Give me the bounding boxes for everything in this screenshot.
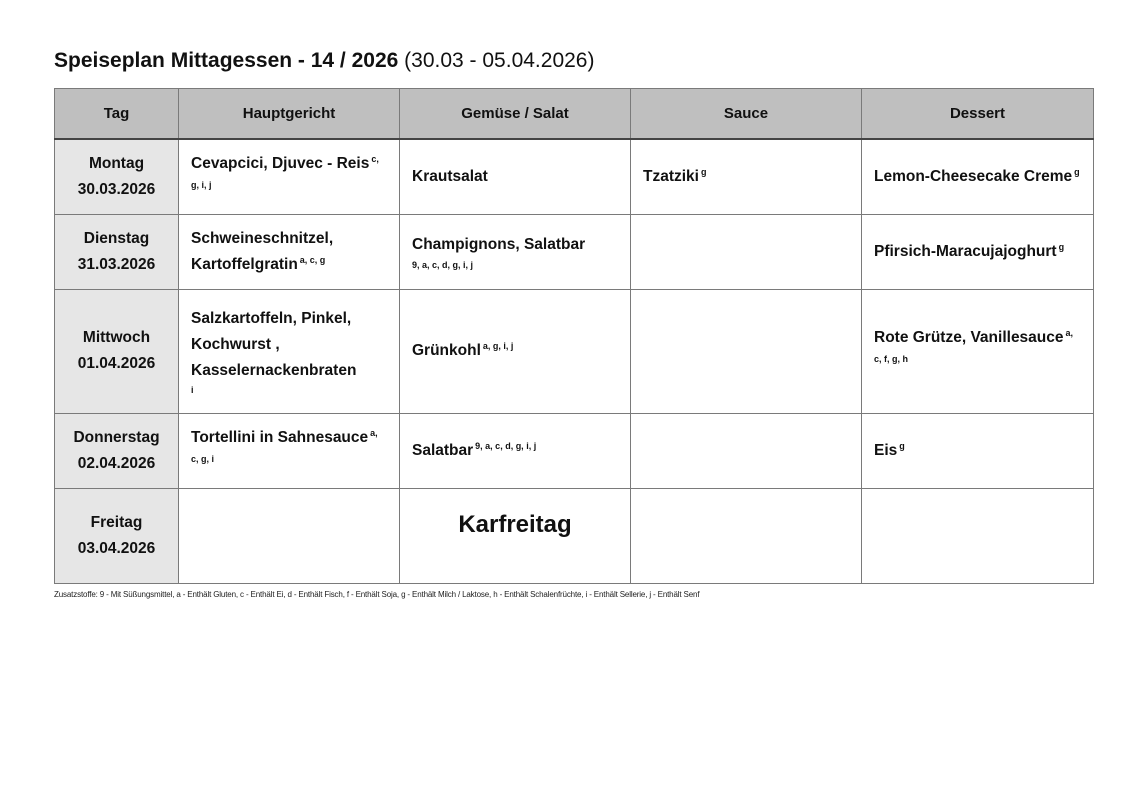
holiday-cell: Karfreitag [400, 488, 631, 583]
day-cell [55, 488, 179, 583]
day-cell [55, 214, 179, 289]
dessert: Rote Grütze, Vanillesauce [874, 329, 1064, 346]
dessert-cell [862, 413, 1094, 488]
day-date: 03.04.2026 [77, 539, 156, 557]
header-hauptgericht: Hauptgericht [179, 89, 400, 140]
dessert: Pfirsich-Maracujajoghurt [874, 242, 1057, 260]
sauce-allergens: g [700, 166, 707, 177]
main-dish-allergens: a, c, g [299, 254, 326, 265]
dessert-allergens: g [1058, 241, 1065, 252]
main-dish-cell [179, 289, 400, 413]
dessert-allergens: g [899, 440, 905, 451]
day-name: Mittwoch [82, 329, 151, 346]
vegetable: Champignons, Salatbar [412, 235, 586, 253]
menu-table [54, 88, 1094, 584]
dessert-cell [862, 214, 1094, 289]
day-cell [55, 413, 179, 488]
vegetable: Krautsalat [412, 167, 488, 185]
main-dish-cell [179, 214, 400, 289]
allergen-footnote: Zusatzstoffe: 9 - Mit Süßungsmittel, a - Enthält Gluten, c - Enthält Ei, d - Enthält Fisch, f - Enthält Soja, g - Enthält Milch / Laktose, h - Enthält Schalenfrüchte, i - Enthält Sellerie, j - Enthält Senf [54, 590, 700, 599]
table-row-donnerstag [55, 413, 1094, 488]
main-dish-cell [179, 139, 400, 214]
sauce-cell [631, 289, 862, 413]
dessert-cell [862, 289, 1094, 413]
dessert-allergens: a, c, f, g, h [874, 328, 1074, 364]
vegetable-allergens: a, g, i, j [482, 341, 514, 351]
dessert-allergens: g [1074, 166, 1080, 177]
dessert: Eis [874, 441, 898, 459]
main-dish-allergens: c, g, i, j [191, 153, 379, 190]
main-dish-allergens: a, c, g, i [191, 427, 378, 464]
main-dish-allergens: i [191, 385, 194, 395]
day-name: Freitag [90, 513, 143, 531]
dessert: Lemon-Cheesecake Creme [874, 167, 1073, 185]
sauce-cell [631, 488, 862, 583]
day-name: Montag [88, 154, 145, 172]
day-date: 01.04.2026 [77, 355, 156, 372]
vegetable-allergens: 9, a, c, d, g, i, j [412, 259, 474, 270]
vegetable-cell [400, 214, 631, 289]
page-title [54, 49, 594, 73]
vegetable-cell [400, 139, 631, 214]
header-dessert: Dessert [862, 89, 1094, 140]
day-name: Dienstag [83, 229, 150, 247]
sauce-cell [631, 139, 862, 214]
main-dish-cell [179, 488, 400, 583]
day-name: Donnerstag [73, 428, 160, 446]
main-dish: Tortellini in Sahnesauce [191, 428, 369, 446]
day-cell [55, 289, 179, 413]
sauce: Tzatziki [643, 167, 699, 185]
title-date-range: (30.03 - 05.04.2026) [404, 49, 595, 72]
main-dish-cell [179, 413, 400, 488]
day-date: 02.04.2026 [77, 454, 156, 472]
day-cell [55, 139, 179, 214]
vegetable: Grünkohl [412, 342, 481, 359]
table-row-dienstag [55, 214, 1094, 289]
table-row-mittwoch [55, 289, 1094, 413]
vegetable-cell [400, 413, 631, 488]
vegetable-cell [400, 289, 631, 413]
header-sauce: Sauce [631, 89, 862, 140]
sauce-cell [631, 413, 862, 488]
title-week: Speiseplan Mittagessen - 14 / 2026 [54, 49, 399, 72]
day-date: 30.03.2026 [77, 180, 156, 198]
header-tag: Tag [55, 89, 179, 140]
vegetable-allergens: 9, a, c, d, g, i, j [475, 440, 537, 451]
dessert-cell [862, 139, 1094, 214]
vegetable: Salatbar [412, 441, 474, 459]
header-gemuese-salat: Gemüse / Salat [400, 89, 631, 140]
header-row [55, 89, 1094, 140]
dessert-cell [862, 488, 1094, 583]
table-row-montag [55, 139, 1094, 214]
table-row-freitag [55, 488, 1094, 583]
main-dish: Schweineschnitzel, Kartoffelgratin [191, 229, 334, 273]
main-dish: Salzkartoffeln, Pinkel, Kochwurst , Kasselernackenbraten [191, 310, 357, 379]
main-dish: Cevapcici, Djuvec - Reis [191, 154, 370, 172]
day-date: 31.03.2026 [77, 255, 156, 273]
sauce-cell [631, 214, 862, 289]
